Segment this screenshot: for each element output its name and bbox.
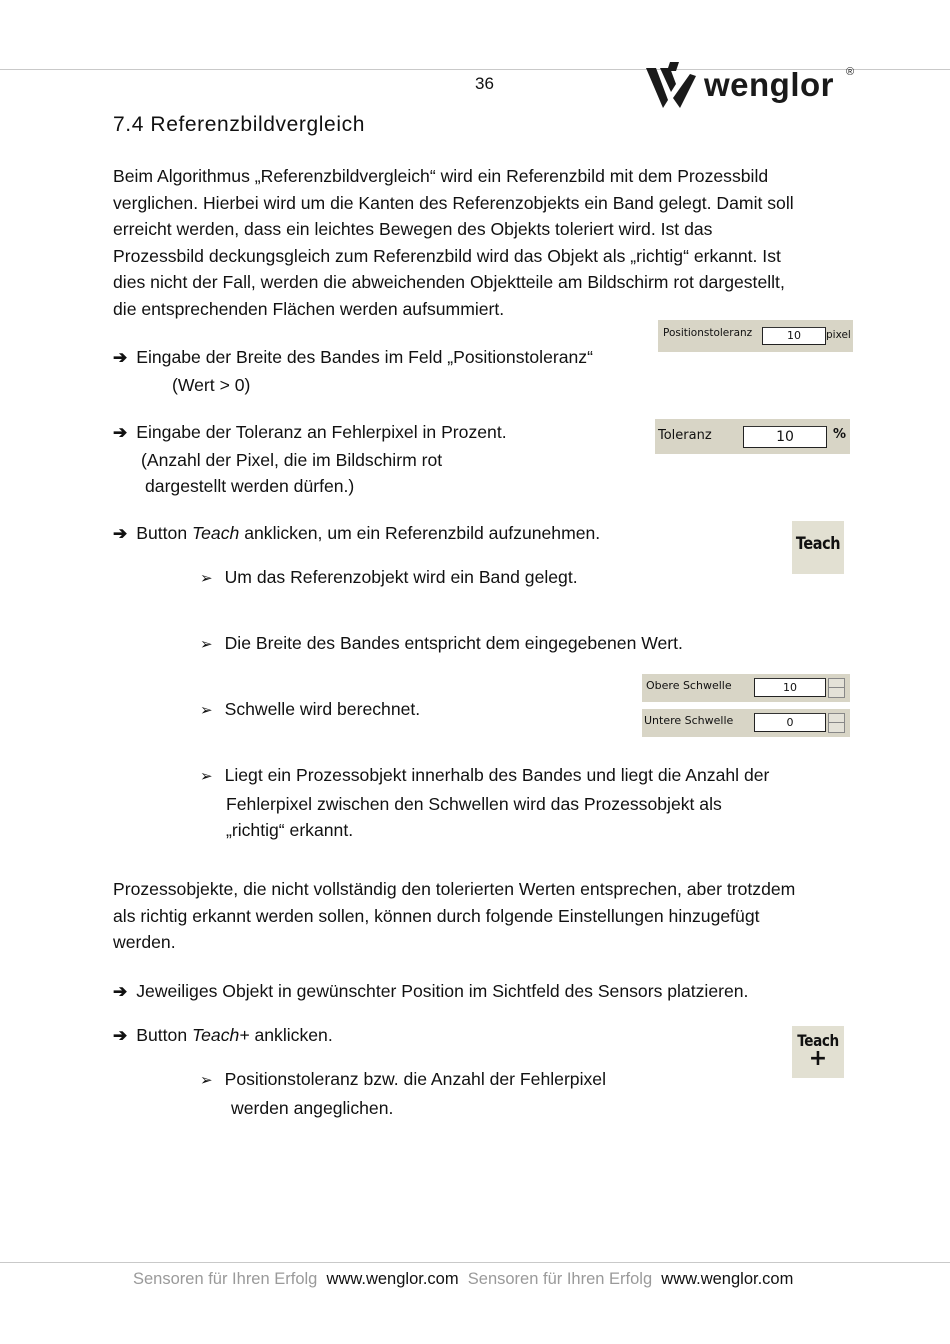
teach-plus-button[interactable] <box>792 1026 844 1078</box>
step-text: Jeweiliges Objekt in gewünschter Position im Sichtfeld des Sensors platzieren. <box>136 981 749 1001</box>
bullet-arrow-icon: ➢ <box>200 636 213 653</box>
arrow-icon: ➔ <box>113 982 128 1001</box>
toleranz-unit: % <box>833 427 847 442</box>
teach-plus-label: Teach <box>797 1031 839 1050</box>
step-text: (Anzahl der Pixel, die im Bildschirm rot <box>141 449 443 470</box>
bullet-arrow-icon: ➢ <box>200 1072 213 1089</box>
intro-line: dies nicht der Fall, werden die abweichenden Objektteile am Bildschirm rot dargestellt, <box>113 272 785 293</box>
step-text: Button <box>136 1025 193 1045</box>
teach-button-label: Teach <box>795 534 841 554</box>
paragraph-line: werden. <box>113 932 176 953</box>
footer-url-link[interactable]: www.wenglor.com <box>661 1270 794 1288</box>
intro-line: erreicht werden, dass ein leichtes Bewegen des Objekts toleriert wird. Ist das <box>113 219 713 240</box>
arrow-icon: ➔ <box>113 423 128 442</box>
positionstoleranz-label: Positionstoleranz <box>663 327 753 339</box>
sub-item <box>200 564 578 593</box>
step-text: dargestellt werden dürfen.) <box>145 476 355 497</box>
step-text: Button <box>136 523 193 543</box>
teach-button[interactable] <box>792 521 844 574</box>
arrow-icon: ➔ <box>113 348 128 367</box>
sub-item-text: Schwelle wird berechnet. <box>224 699 421 719</box>
arrow-icon: ➔ <box>113 1026 128 1045</box>
paragraph-line: als richtig erkannt werden sollen, können durch folgende Einstellungen hinzugefügt <box>113 905 760 926</box>
positionstoleranz-input[interactable]: 10 <box>762 327 826 345</box>
toleranz-label: Toleranz <box>658 428 712 443</box>
step-text: anklicken, um ein Referenzbild aufzunehmen. <box>239 523 601 543</box>
sub-item-text: Um das Referenzobjekt wird ein Band gelegt. <box>224 567 578 587</box>
intro-line: verglichen. Hierbei wird um die Kanten des Referenzobjekts ein Band gelegt. Damit soll <box>113 192 794 213</box>
sub-item <box>200 630 683 659</box>
obere-schwelle-label: Obere Schwelle <box>646 679 732 692</box>
sub-item-text: Fehlerpixel zwischen den Schwellen wird das Prozessobjekt als <box>226 793 722 814</box>
untere-schwelle-input[interactable]: 0 <box>754 713 826 732</box>
paragraph-2 <box>113 876 883 956</box>
arrow-icon: ➔ <box>113 524 128 543</box>
step-emphasis: Teach+ <box>192 1025 250 1045</box>
sub-item-text: Liegt ein Prozessobjekt innerhalb des Bandes und liegt die Anzahl der <box>224 765 770 785</box>
intro-line: die entsprechenden Flächen werden aufsummiert. <box>113 298 505 319</box>
bullet-arrow-icon: ➢ <box>200 570 213 587</box>
step-text: Eingabe der Toleranz an Fehlerpixel in Prozent. <box>136 422 507 442</box>
sub-item <box>200 696 420 725</box>
section-title: 7.4 Referenzbildvergleich <box>113 113 365 136</box>
paragraph-line: Prozessobjekte, die nicht vollständig den tolerierten Werten entsprechen, aber trotzdem <box>113 879 796 899</box>
step-text: (Wert > 0) <box>172 374 251 395</box>
untere-schwelle-label: Untere Schwelle <box>644 714 734 727</box>
untere-schwelle-widget <box>642 709 850 737</box>
obere-schwelle-widget <box>642 674 850 702</box>
wenglor-logo <box>646 62 861 114</box>
sub-item-text: Die Breite des Bandes entspricht dem eingegebenen Wert. <box>224 633 683 653</box>
obere-schwelle-spinner[interactable] <box>828 678 845 698</box>
step-teach <box>113 520 600 548</box>
step-emphasis: Teach <box>192 523 240 543</box>
step-teach-plus <box>113 1022 333 1050</box>
sub-item <box>200 1066 606 1121</box>
wenglor-logo-mark-icon <box>646 62 704 112</box>
logo-registered-mark: ® <box>846 66 855 78</box>
teach-plus-sign: + <box>808 1046 828 1071</box>
footer-slogan: Sensoren für Ihren Erfolg <box>467 1270 653 1288</box>
positionstoleranz-unit: pixel <box>826 329 851 341</box>
step-text: anklicken. <box>249 1025 333 1045</box>
step-toleranz <box>113 419 507 500</box>
step-positionstoleranz <box>113 344 593 398</box>
sub-item-text: Positionstoleranz bzw. die Anzahl der Fehlerpixel <box>224 1069 606 1089</box>
bullet-arrow-icon: ➢ <box>200 768 213 785</box>
toleranz-widget <box>655 419 850 454</box>
logo-wordmark: wenglor <box>704 66 835 103</box>
obere-schwelle-input[interactable]: 10 <box>754 678 826 697</box>
sub-item <box>200 762 769 844</box>
step-position <box>113 978 748 1006</box>
bullet-arrow-icon: ➢ <box>200 702 213 719</box>
intro-line: Prozessbild deckungsgleich zum Referenzbild wird das Objekt als „richtig“ erkannt. Ist <box>113 245 781 266</box>
footer-slogan: Sensoren für Ihren Erfolg <box>133 1270 318 1288</box>
toleranz-input[interactable]: 10 <box>743 426 827 448</box>
intro-line: Beim Algorithmus „Referenzbildvergleich“ wird ein Referenzbild mit dem Prozessbild <box>113 166 769 186</box>
page-number: 36 <box>475 74 494 93</box>
sub-item-text: „richtig“ erkannt. <box>226 820 354 841</box>
footer-url-link[interactable]: www.wenglor.com <box>326 1270 459 1288</box>
positionstoleranz-widget <box>658 320 853 352</box>
footer <box>133 1270 793 1289</box>
footer-rule <box>0 1262 950 1263</box>
step-text: Eingabe der Breite des Bandes im Feld „Positionstoleranz“ <box>136 347 593 367</box>
untere-schwelle-spinner[interactable] <box>828 713 845 733</box>
intro-paragraph <box>113 163 873 323</box>
sub-item-text: werden angeglichen. <box>231 1097 394 1118</box>
